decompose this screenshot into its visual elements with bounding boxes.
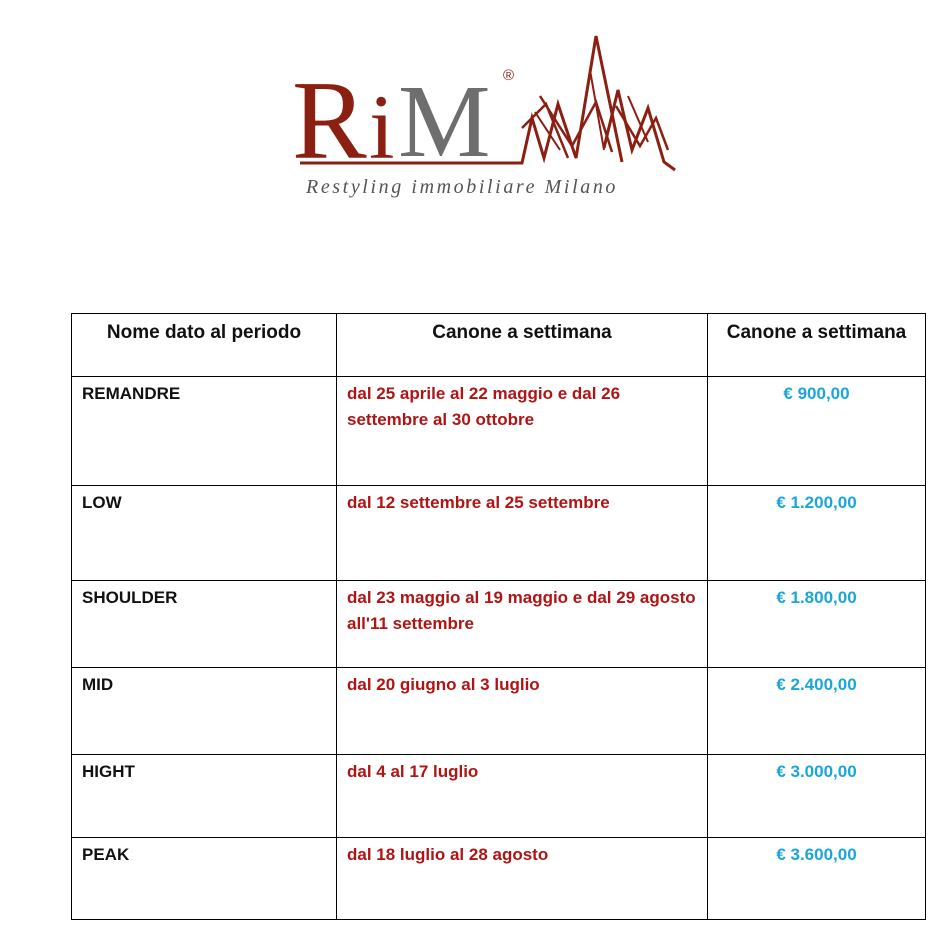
logo-letter-r: R <box>292 59 367 183</box>
table-header-row <box>72 314 926 377</box>
period-dates: dal 23 maggio al 19 maggio e dal 29 agosto all'11 settembre <box>337 581 708 668</box>
weekly-price: € 2.400,00 <box>708 668 926 755</box>
table-row <box>72 581 926 668</box>
weekly-price: € 900,00 <box>708 377 926 486</box>
header-weekly-rate: Canone a settimana <box>337 314 708 377</box>
header-period-name: Nome dato al periodo <box>72 314 337 377</box>
period-dates: dal 25 aprile al 22 maggio e dal 26 settembre al 30 ottobre <box>337 377 708 486</box>
weekly-price: € 1.800,00 <box>708 581 926 668</box>
registered-mark: ® <box>503 67 515 84</box>
weekly-price: € 1.200,00 <box>708 486 926 581</box>
period-name: REMANDRE <box>72 377 337 486</box>
period-dates: dal 12 settembre al 25 settembre <box>337 486 708 581</box>
period-dates: dal 18 luglio al 28 agosto <box>337 838 708 920</box>
table-row <box>72 755 926 838</box>
table-row <box>72 668 926 755</box>
logo-tagline: Restyling immobiliare Milano <box>306 176 619 198</box>
weekly-price: € 3.000,00 <box>708 755 926 838</box>
period-name: MID <box>72 668 337 755</box>
period-dates: dal 20 giugno al 3 luglio <box>337 668 708 755</box>
rim-logo <box>0 0 952 230</box>
header-weekly-rate-2: Canone a settimana <box>708 314 926 377</box>
period-dates: dal 4 al 17 luglio <box>337 755 708 838</box>
period-name: PEAK <box>72 838 337 920</box>
table-row <box>72 486 926 581</box>
table-row <box>72 838 926 920</box>
period-name: LOW <box>72 486 337 581</box>
logo-letter-i: i <box>369 76 395 178</box>
rate-table <box>71 313 926 920</box>
weekly-price: € 3.600,00 <box>708 838 926 920</box>
period-name: HIGHT <box>72 755 337 838</box>
period-name: SHOULDER <box>72 581 337 668</box>
table-row <box>72 377 926 486</box>
logo-letter-m: M <box>398 64 491 179</box>
